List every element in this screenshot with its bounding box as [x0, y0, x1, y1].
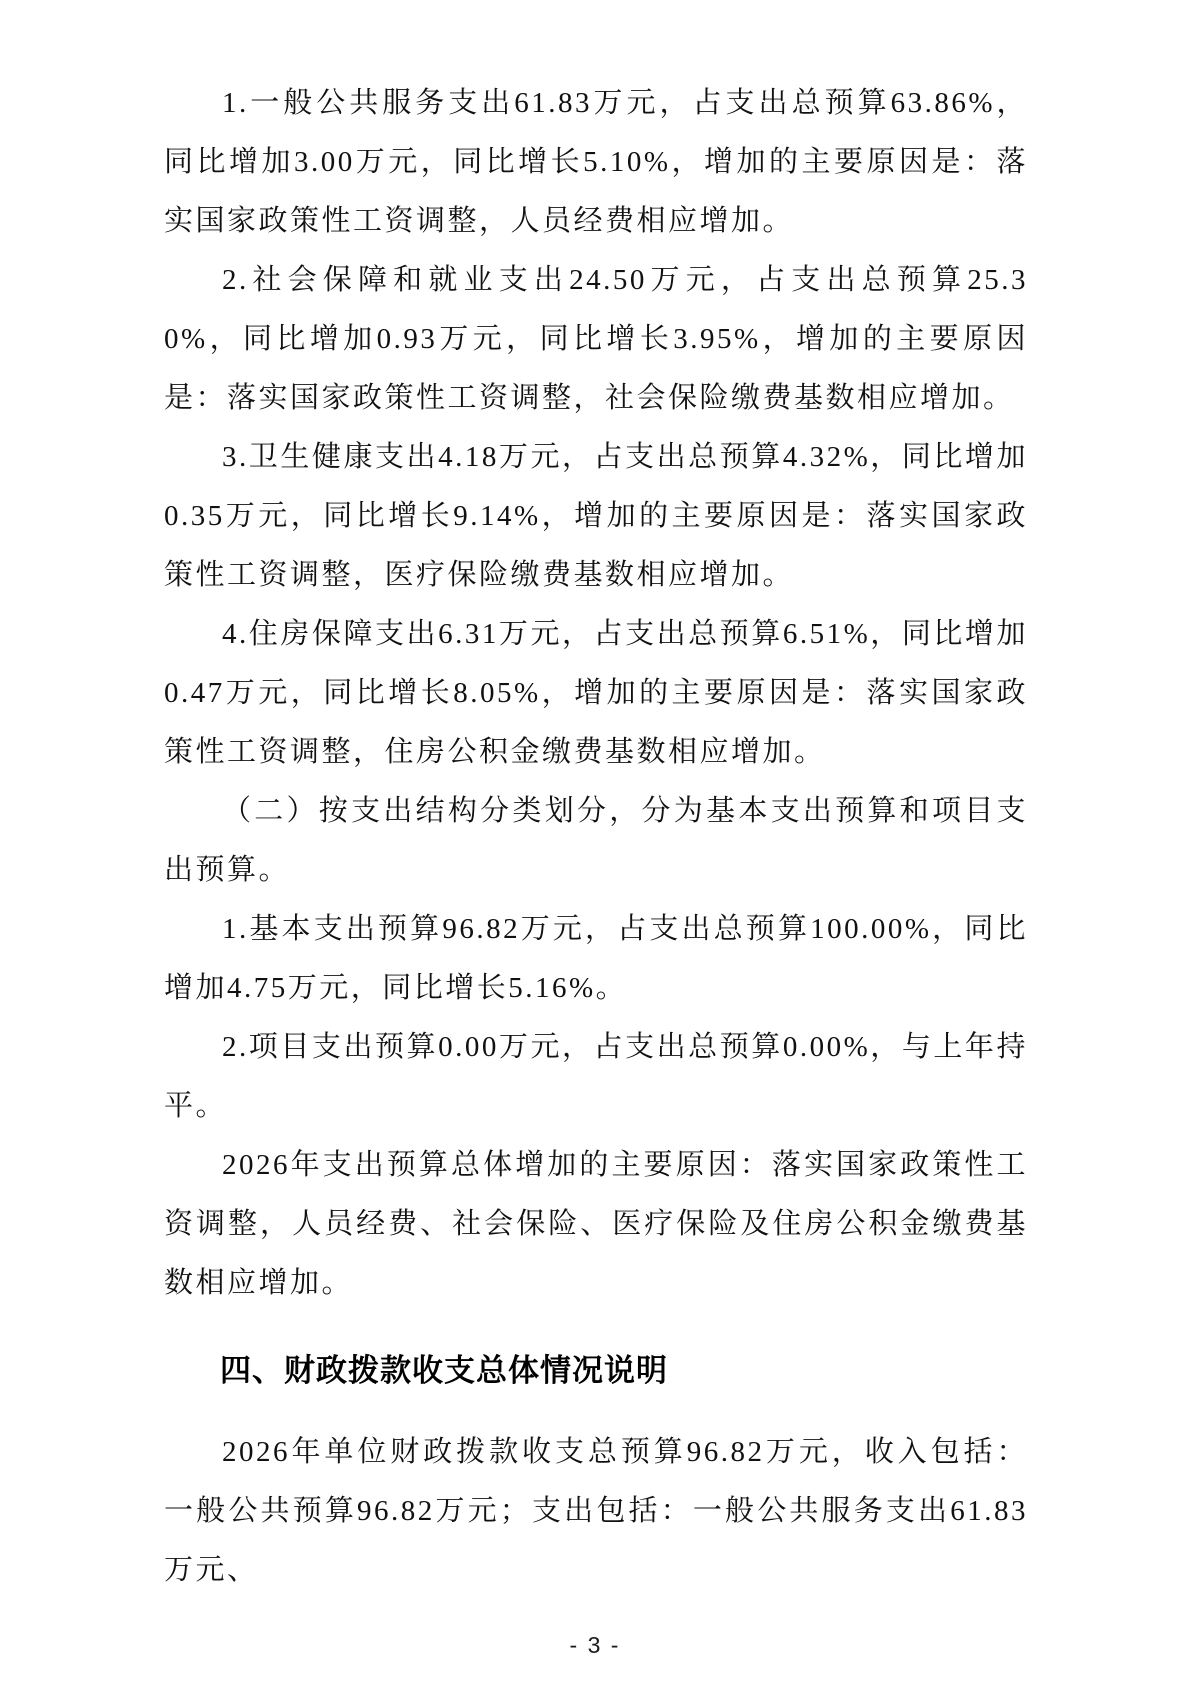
page-number: - 3 - [569, 1632, 621, 1658]
body-paragraph: 2.社会保障和就业支出24.50万元，占支出总预算25.30%，同比增加0.93万元，同比增长3.95%，增加的主要原因是：落实国家政策性工资调整，社会保险缴费基数相应增加。 [164, 264, 1028, 414]
section-heading: 四、财政拨款收支总体情况说明 [220, 1353, 668, 1388]
body-paragraph: 2026年单位财政拨款收支总预算96.82万元，收入包括：一般公共预算96.82万元；支出包括：一般公共服务支出61.83万元、 [164, 1436, 1028, 1586]
body-paragraph: 2.项目支出预算0.00万元，占支出总预算0.00%，与上年持平。 [164, 1031, 1028, 1122]
body-paragraph: 2026年支出预算总体增加的主要原因：落实国家政策性工资调整，人员经费、社会保险、医疗保险及住房公积金缴费基数相应增加。 [164, 1149, 1028, 1299]
body-paragraph: 4.住房保障支出6.31万元，占支出总预算6.51%，同比增加0.47万元，同比增长8.05%，增加的主要原因是：落实国家政策性工资调整，住房公积金缴费基数相应增加。 [164, 618, 1028, 768]
body-paragraph: 1.基本支出预算96.82万元，占支出总预算100.00%，同比增加4.75万元，同比增长5.16%。 [164, 913, 1028, 1004]
body-paragraph: 1.一般公共服务支出61.83万元，占支出总预算63.86%，同比增加3.00万元，同比增长5.10%，增加的主要原因是：落实国家政策性工资调整，人员经费相应增加。 [164, 87, 1028, 237]
body-paragraph: 3.卫生健康支出4.18万元，占支出总预算4.32%，同比增加0.35万元，同比增长9.14%，增加的主要原因是：落实国家政策性工资调整，医疗保险缴费基数相应增加。 [164, 441, 1028, 591]
body-paragraph: （二）按支出结构分类划分，分为基本支出预算和项目支出预算。 [164, 795, 1028, 886]
page-content [164, 74, 1028, 1600]
